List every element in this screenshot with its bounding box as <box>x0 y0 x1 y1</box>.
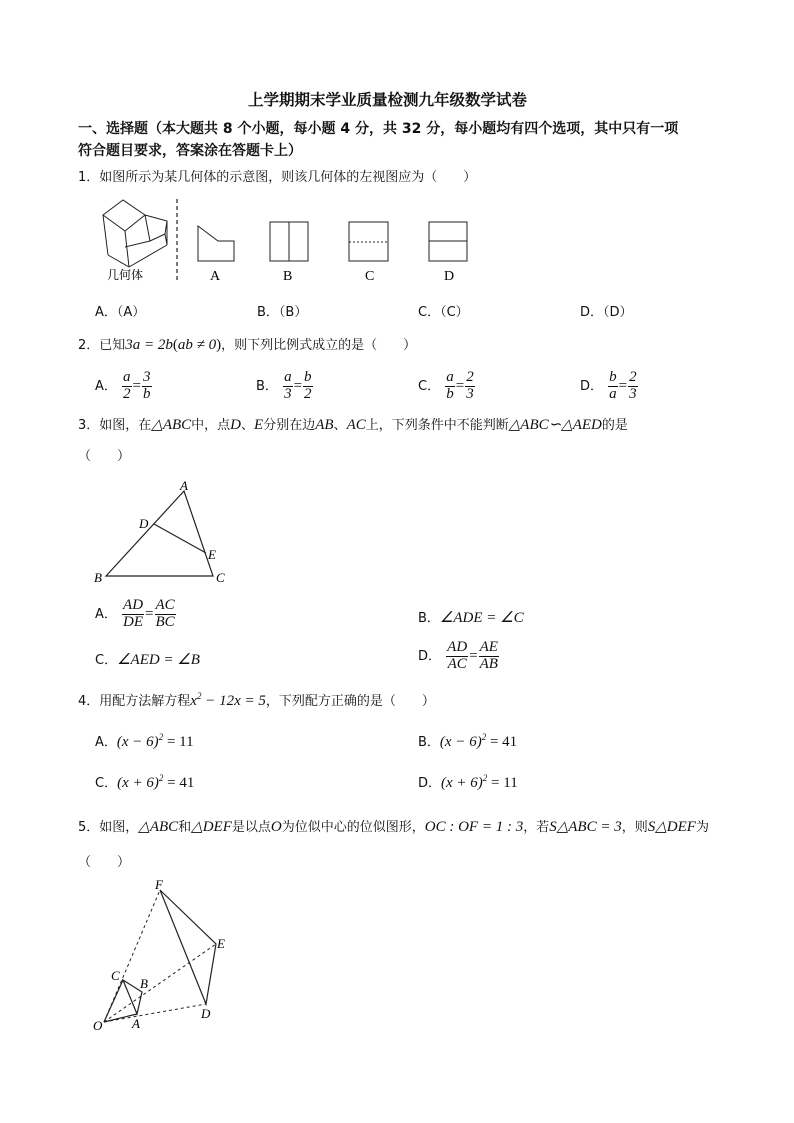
label-o: O <box>93 1018 103 1033</box>
q4-option-b: B．$(x - 6)^2 = 41$ <box>418 732 518 750</box>
q1-figure-caption: 几何体 <box>107 268 144 282</box>
label-b: B <box>140 976 148 991</box>
q2-stem: 2．已知3a = 2b(ab ≠ 0)，则下列比例式成立的是（ ） <box>78 337 417 353</box>
q5-homothety-figure <box>88 878 238 1038</box>
q3-triangle-figure <box>88 476 238 591</box>
q3-option-b: B．∠ADE = ∠C <box>418 610 524 626</box>
q2-condition: 3a = 2b <box>125 337 173 353</box>
q2-option-d: D． $\frac{b}{a}$ = $\frac{2}{3}$ <box>580 369 637 402</box>
label-d: D <box>201 1006 211 1021</box>
q2-option-a: A． $\frac{a}{2}$ = $\frac{3}{b}$ <box>95 369 151 402</box>
solid-drawing <box>103 200 167 267</box>
view-b-label: B <box>283 269 293 284</box>
q3-answer-paren: （ ） <box>78 449 131 464</box>
q4-stem: 4．用配方法解方程$x^2 - 12x = 5$，下列配方正确的是（ ） <box>78 691 435 709</box>
view-a-label: A <box>210 269 221 284</box>
label-d: D <box>139 516 149 531</box>
label-b: B <box>94 570 102 585</box>
q2-option-c: C． $\frac{a}{b}$ = $\frac{2}{3}$ <box>418 369 474 402</box>
q2-option-b: B． $\frac{a}{3}$ = $\frac{b}{2}$ <box>256 369 312 402</box>
page-title: 上学期期末学业质量检测九年级数学试卷 <box>248 91 528 109</box>
q4-equation: $x^2 - 12x = 5$ <box>190 691 266 709</box>
label-c: C <box>111 968 120 983</box>
q1-option-b: B．（B） <box>257 305 308 320</box>
section-heading-line2: 符合题目要求，答案涂在答题卡上） <box>78 143 302 159</box>
q1-option-a: A．（A） <box>95 305 146 320</box>
q3-option-d: D． $\frac{AD}{AC}$ = $\frac{AE}{AB}$ <box>418 639 498 672</box>
q4-option-d: D．$(x + 6)^2 = 11$ <box>418 773 518 791</box>
q1-figure <box>95 195 485 290</box>
q3-option-c: C．∠AED = ∠B <box>95 652 200 668</box>
view-d-label: D <box>444 269 455 284</box>
q4-option-c: C．$(x + 6)^2 = 41$ <box>95 773 195 791</box>
q1-option-c: C．（C） <box>418 305 469 320</box>
label-e: E <box>208 547 216 562</box>
label-a: A <box>132 1016 140 1031</box>
q4-option-a: A．$(x - 6)^2 = 11$ <box>95 732 194 750</box>
label-e: E <box>217 936 225 951</box>
q3-stem: 3．如图，在△ABC中，点D、E分别在边AB、AC上，下列条件中不能判断△ABC∽△AED的是 <box>78 417 628 433</box>
q3-option-a: A． $\frac{AD}{DE}$ = $\frac{AC}{BC}$ <box>95 597 175 630</box>
q1-stem: 1．如图所示为某几何体的示意图，则该几何体的左视图应为（ ） <box>78 170 477 185</box>
view-a-shape <box>198 226 234 261</box>
section-heading-line1: 一、选择题（本大题共 8 个小题，每小题 4 分，共 32 分，每小题均有四个选项，其中只有一项 <box>78 121 679 137</box>
label-f: F <box>155 878 163 892</box>
label-c: C <box>216 570 225 585</box>
view-c-label: C <box>365 269 375 284</box>
q5-stem: 5．如图，△ABC和△DEF是以点O为位似中心的位似图形，OC : OF = 1 : 3，若S△ABC = 3，则S△DEF为 <box>78 819 709 835</box>
q1-option-d: D．（D） <box>580 305 633 320</box>
q2-condition-paren: ab ≠ 0 <box>177 337 217 353</box>
q5-answer-paren: （ ） <box>78 855 131 870</box>
label-a: A <box>180 478 188 493</box>
